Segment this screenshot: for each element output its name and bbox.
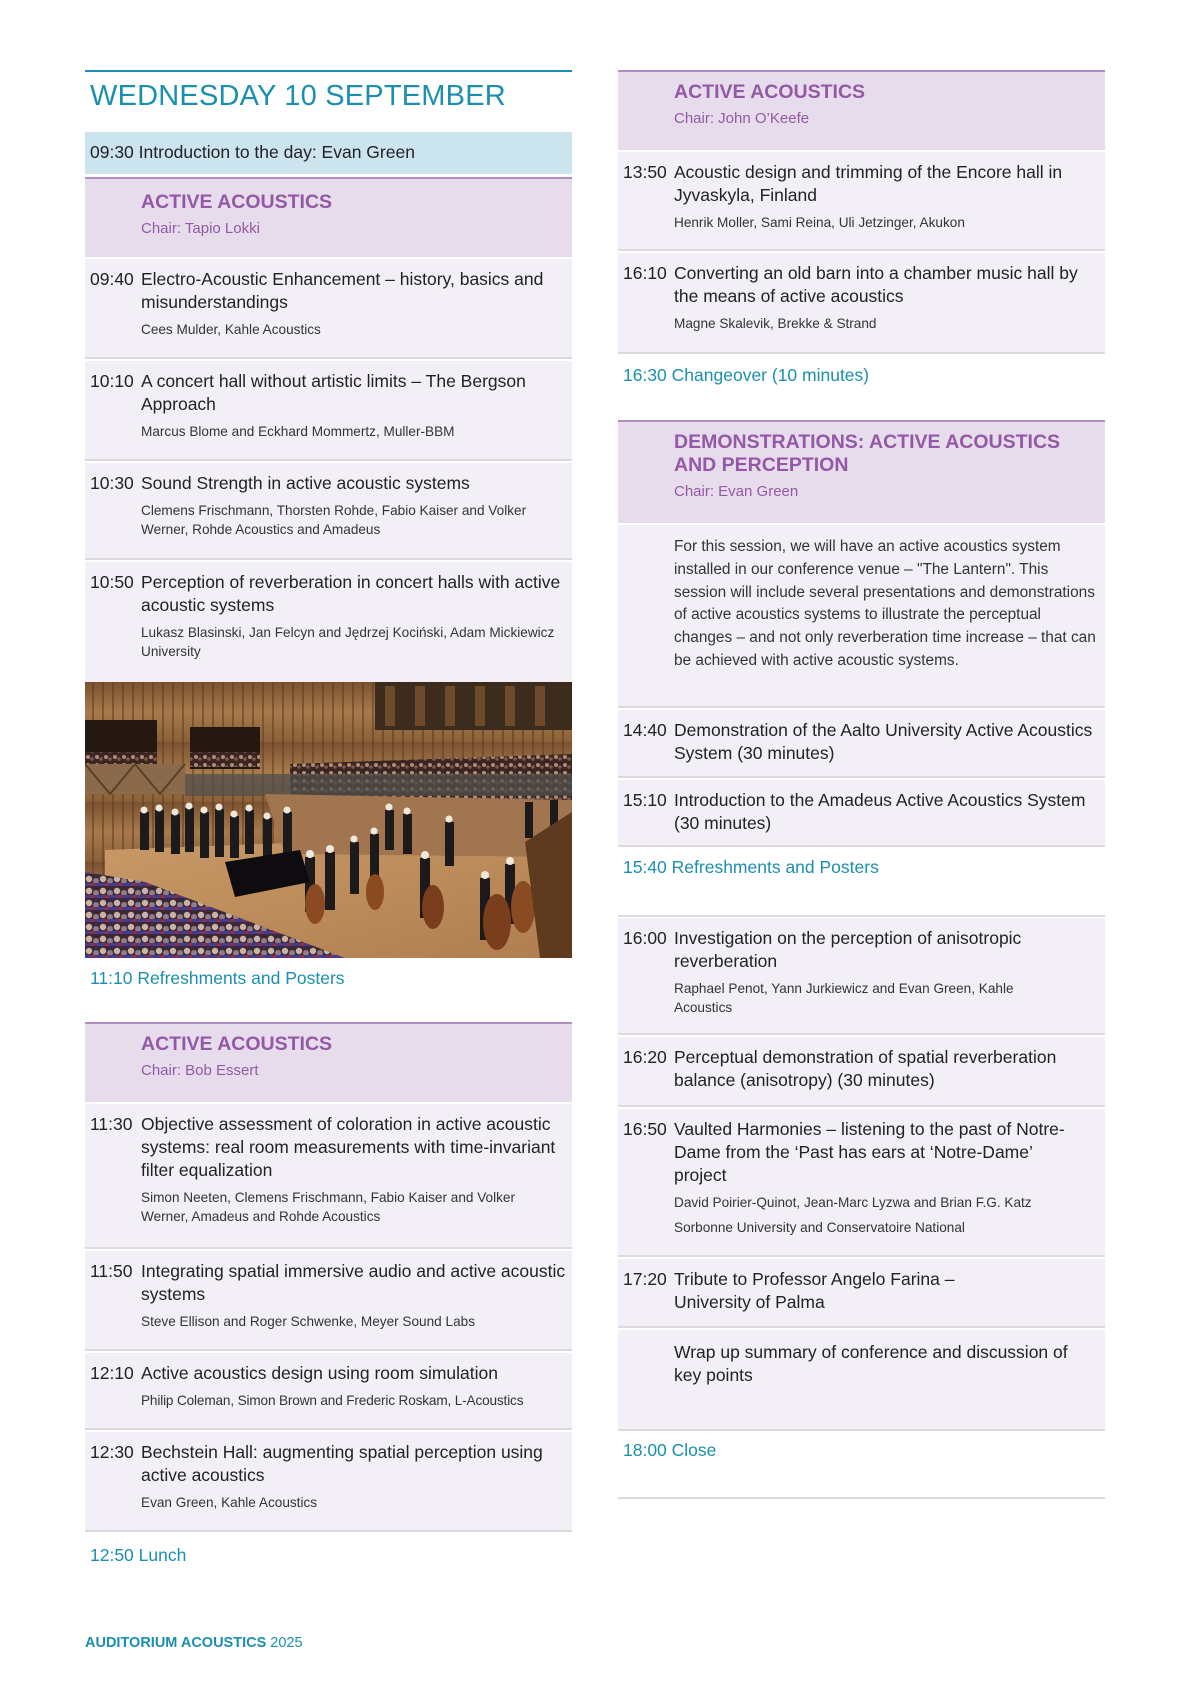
talk-time: 16:00 [623, 928, 667, 948]
talk-time: 15:10 [623, 790, 667, 810]
talk-time: 16:10 [623, 263, 667, 283]
talk-authors: Henrik Moller, Sami Reina, Uli Jetzinger, Akukon [674, 215, 965, 230]
session-chair: Chair: John O’Keefe [674, 110, 810, 127]
concert-hall-photo [85, 682, 572, 958]
footer [85, 1635, 303, 1651]
talk-title: Objective assessment of coloration in active acoustic systems: real room measurements with time-invariant filter equalization [141, 1114, 556, 1180]
talk-title: Demonstration of the Aalto University Active Acoustics System (30 minutes) [674, 720, 1093, 763]
talk-time: 09:40 [90, 269, 134, 289]
talk-title: Vaulted Harmonies – listening to the past of Notre-Dame from the ‘Past has ears at ‘Notre-Dame’ project [674, 1119, 1065, 1185]
talk-time: 14:40 [623, 720, 667, 740]
divider [618, 915, 1105, 917]
talk-authors: Evan Green, Kahle Acoustics [141, 1495, 318, 1510]
talk-authors: David Poirier-Quinot, Jean-Marc Lyzwa and Brian F.G. Katz [674, 1195, 1032, 1210]
talk-item [618, 152, 1105, 251]
talk-authors: Marcus Blome and Eckhard Mommertz, Muller-BBM [141, 424, 455, 439]
talk-title: Bechstein Hall: augmenting spatial perception using active acoustics [141, 1442, 543, 1485]
talk-authors: Raphael Penot, Yann Jurkiewicz and Evan Green, Kahle Acoustics [674, 981, 1014, 1015]
concert-hall-image [85, 682, 572, 958]
talk-title: Converting an old barn into a chamber music hall by the means of active acoustics [674, 263, 1078, 306]
intro-text: 09:30 Introduction to the day: Evan Green [90, 142, 415, 162]
talk-item [618, 918, 1105, 1035]
session-title: ACTIVE ACOUSTICS [141, 1033, 333, 1055]
talk-time: 16:20 [623, 1047, 667, 1067]
talk-item [618, 1330, 1105, 1431]
talk-authors-affiliation: Sorbonne University and Conservatoire National [674, 1220, 965, 1235]
talk-item [618, 253, 1105, 354]
talk-authors: Clemens Frischmann, Thorsten Rohde, Fabio Kaiser and Volker Werner, Rohde Acoustics and Amadeus [141, 503, 527, 537]
talk-time: 10:30 [90, 473, 134, 493]
break-item: 12:50 Lunch [90, 1545, 187, 1565]
talk-title: Perceptual demonstration of spatial reverberation balance (anisotropy) (30 minutes) [674, 1047, 1057, 1090]
session-description [618, 525, 1105, 708]
talk-authors: Simon Neeten, Clemens Frischmann, Fabio Kaiser and Volker Werner, Amadeus and Rohde Acoustics [141, 1190, 516, 1224]
talk-item [85, 1251, 572, 1351]
talk-authors: Magne Skalevik, Brekke & Strand [674, 316, 877, 331]
talk-authors: Lukasz Blasinski, Jan Felcyn and Jędrzej Kociński, Adam Mickiewicz University [141, 625, 555, 659]
break-item: 11:10 Refreshments and Posters [90, 968, 345, 988]
talk-time: 12:30 [90, 1442, 134, 1462]
break-item: 15:40 Refreshments and Posters [623, 857, 879, 877]
talk-item [85, 259, 572, 359]
session-title: DEMONSTRATIONS: ACTIVE ACOUSTICS AND PERCEPTION [674, 431, 1061, 476]
session-header [618, 420, 1105, 523]
talk-title: Perception of reverberation in concert halls with active acoustic systems [141, 572, 561, 615]
talk-title: A concert hall without artistic limits – The Bergson Approach [141, 371, 526, 414]
talk-item [85, 1353, 572, 1430]
talk-time: 13:50 [623, 162, 667, 182]
session-chair: Chair: Bob Essert [141, 1062, 259, 1079]
session-chair: Chair: Evan Green [674, 483, 799, 500]
talk-time: 16:50 [623, 1119, 667, 1139]
intro-bar [85, 132, 572, 177]
heading-rule [85, 70, 572, 72]
talk-time: 10:10 [90, 371, 134, 391]
talk-title: Sound Strength in active acoustic systems [141, 473, 470, 493]
talk-item [85, 1104, 572, 1249]
talk-item [618, 1037, 1105, 1107]
talk-authors: Steve Ellison and Roger Schwenke, Meyer Sound Labs [141, 1314, 475, 1329]
talk-title: Integrating spatial immersive audio and active acoustic systems [141, 1261, 566, 1304]
talk-time: 11:30 [90, 1114, 133, 1134]
talk-time [623, 1341, 674, 1387]
talk-item [618, 1259, 1105, 1328]
footer-year: 2025 [270, 1635, 303, 1651]
talk-item [85, 1432, 572, 1532]
session-header [618, 70, 1105, 150]
session-chair: Chair: Tapio Lokki [141, 220, 260, 237]
talk-title: Acoustic design and trimming of the Encore hall in Jyvaskyla, Finland [674, 162, 1063, 205]
talk-title: Electro-Acoustic Enhancement – history, basics and misunderstandings [141, 269, 544, 312]
session-title: ACTIVE ACOUSTICS [141, 191, 333, 213]
talk-time: 17:20 [623, 1269, 667, 1289]
talk-item [85, 463, 572, 560]
talk-time: 11:50 [90, 1261, 133, 1281]
session-title: ACTIVE ACOUSTICS [674, 81, 866, 103]
footer-brand: AUDITORIUM ACOUSTICS [85, 1635, 267, 1651]
session-header [85, 177, 572, 257]
talk-item [618, 1109, 1105, 1257]
session-header [85, 1022, 572, 1102]
break-item: 16:30 Changeover (10 minutes) [623, 365, 870, 385]
talk-item [618, 710, 1105, 778]
talk-time: 12:10 [90, 1363, 134, 1383]
talk-title: Wrap up summary of conference and discussion of key points [674, 1342, 1068, 1385]
break-item: 18:00 Close [623, 1440, 717, 1460]
talk-item [85, 361, 572, 461]
description-text: For this session, we will have an active acoustics system installed in our conference venue – "The Lantern". This session will include several presentations and demonstrations of active acoustics systems to illustrate the perceptual changes – and not only reverberation time increase – that can be achieved with active acoustic systems. [674, 538, 1096, 669]
talk-title: Introduction to the Amadeus Active Acoustics System (30 minutes) [674, 790, 1086, 833]
talk-item [85, 562, 572, 682]
talk-time: 10:50 [90, 572, 134, 592]
talk-title: Active acoustics design using room simulation [141, 1363, 498, 1383]
page-title: WEDNESDAY 10 SEPTEMBER [90, 80, 506, 112]
talk-authors: Cees Mulder, Kahle Acoustics [141, 322, 321, 337]
divider [618, 1497, 1105, 1499]
talk-authors: Philip Coleman, Simon Brown and Frederic Roskam, L-Acoustics [141, 1393, 524, 1408]
talk-title: Investigation on the perception of anisotropic reverberation [674, 928, 1022, 971]
talk-item [618, 780, 1105, 847]
talk-title: Tribute to Professor Angelo Farina – University of Palma [674, 1269, 955, 1312]
